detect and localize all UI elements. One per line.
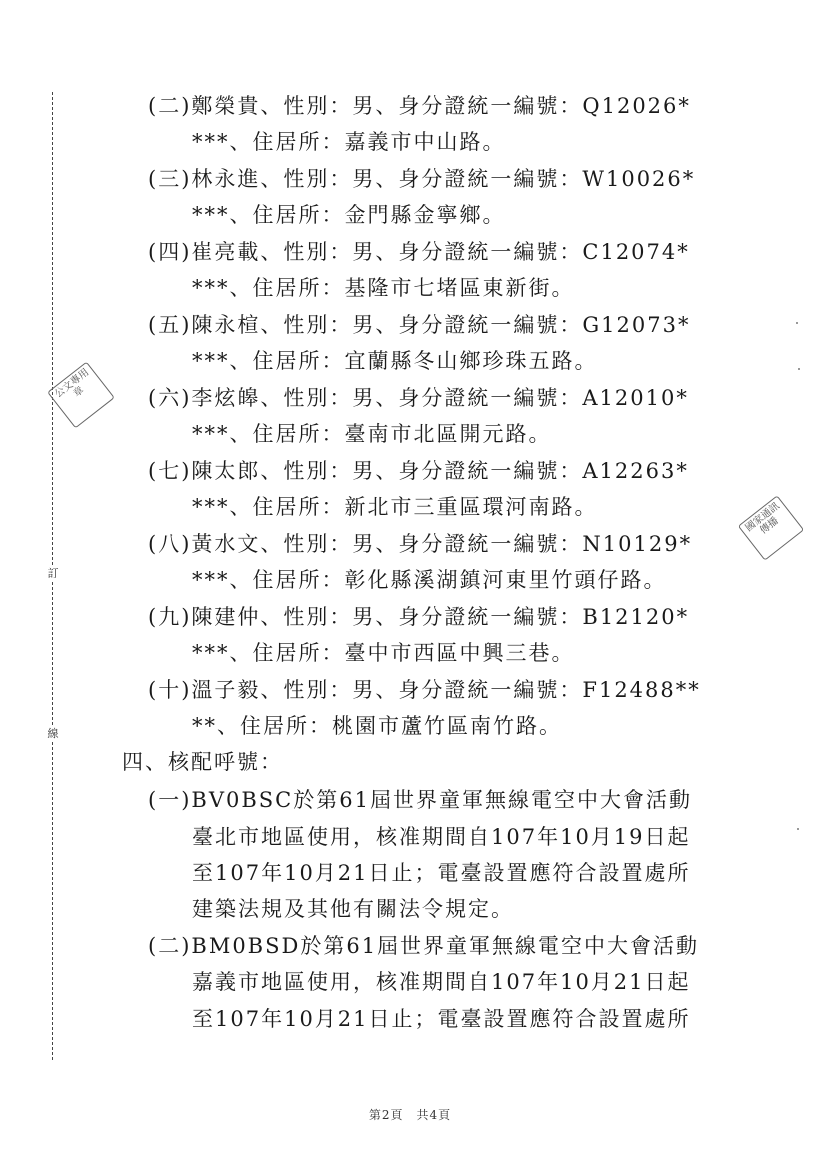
person-item-3-line1: (三)林永進、性別：男、身分證統一編號：W10026* xyxy=(148,167,696,191)
person-item-5-line1: (五)陳永楦、性別：男、身分證統一編號：G12073* xyxy=(148,313,691,337)
person-item-9-line1: (九)陳建仲、性別：男、身分證統一編號：B12120* xyxy=(148,605,690,629)
person-item-4-line1: (四)崔亮載、性別：男、身分證統一編號：C12074* xyxy=(148,240,690,264)
person-item-2-line2: ***、住居所：嘉義市中山路。 xyxy=(192,130,506,154)
person-item-5-line2: ***、住居所：宜蘭縣冬山鄉珍珠五路。 xyxy=(192,349,598,373)
callsign-item-2-line3: 至107年10月21日止；電臺設置應符合設置處所 xyxy=(192,1007,691,1031)
person-item-7-line2: ***、住居所：新北市三重區環河南路。 xyxy=(192,495,598,519)
scan-speck xyxy=(798,368,800,370)
person-item-9-line2: ***、住居所：臺中市西區中興三巷。 xyxy=(192,641,575,665)
page-number-footer: 第2頁 共4頁 xyxy=(368,1108,452,1122)
callsign-item-1-line2: 臺北市地區使用，核准期間自107年10月19日起 xyxy=(192,825,691,849)
callsign-item-2-line2: 嘉義市地區使用，核准期間自107年10月21日起 xyxy=(192,970,691,994)
callsign-item-1-line4: 建築法規及其他有關法令規定。 xyxy=(192,897,514,921)
binding-mark-xian: 線 xyxy=(45,726,61,742)
person-item-2-line1: (二)鄭榮貴、性別：男、身分證統一編號：Q12026* xyxy=(148,94,691,118)
person-item-10-line1: (十)溫子毅、性別：男、身分證統一編號：F12488** xyxy=(148,678,701,702)
section-heading-callsigns: 四、核配呼號： xyxy=(122,750,283,774)
person-item-4-line2: ***、住居所：基隆市七堵區東新街。 xyxy=(192,276,575,300)
person-item-7-line1: (七)陳太郎、性別：男、身分證統一編號：A12263* xyxy=(148,459,689,483)
callsign-item-1-line3: 至107年10月21日止；電臺設置應符合設置處所 xyxy=(192,861,691,885)
person-item-3-line2: ***、住居所：金門縣金寧鄉。 xyxy=(192,203,506,227)
person-item-6-line1: (六)李炫皞、性別：男、身分證統一編號：A12010* xyxy=(148,386,689,410)
scan-speck xyxy=(796,322,798,324)
official-seal-stamp-right: 國家通訊傳播 xyxy=(738,495,804,560)
person-item-8-line1: (八)黃水文、性別：男、身分證統一編號：N10129* xyxy=(148,532,693,556)
callsign-item-1-line1: (一)BV0BSC於第61屆世界童軍無線電空中大會活動 xyxy=(148,788,692,812)
person-item-10-line2: **、住居所：桃園市蘆竹區南竹路。 xyxy=(192,714,562,738)
person-item-6-line2: ***、住居所：臺南市北區開元路。 xyxy=(192,422,552,446)
person-item-8-line2: ***、住居所：彰化縣溪湖鎮河東里竹頭仔路。 xyxy=(192,568,667,592)
binding-mark-ding: 訂 xyxy=(45,566,61,582)
official-seal-stamp-left: 公文專用章 xyxy=(47,361,115,428)
callsign-item-2-line1: (二)BM0BSD於第61屆世界童軍無線電空中大會活動 xyxy=(148,934,700,958)
scan-speck xyxy=(797,828,799,830)
